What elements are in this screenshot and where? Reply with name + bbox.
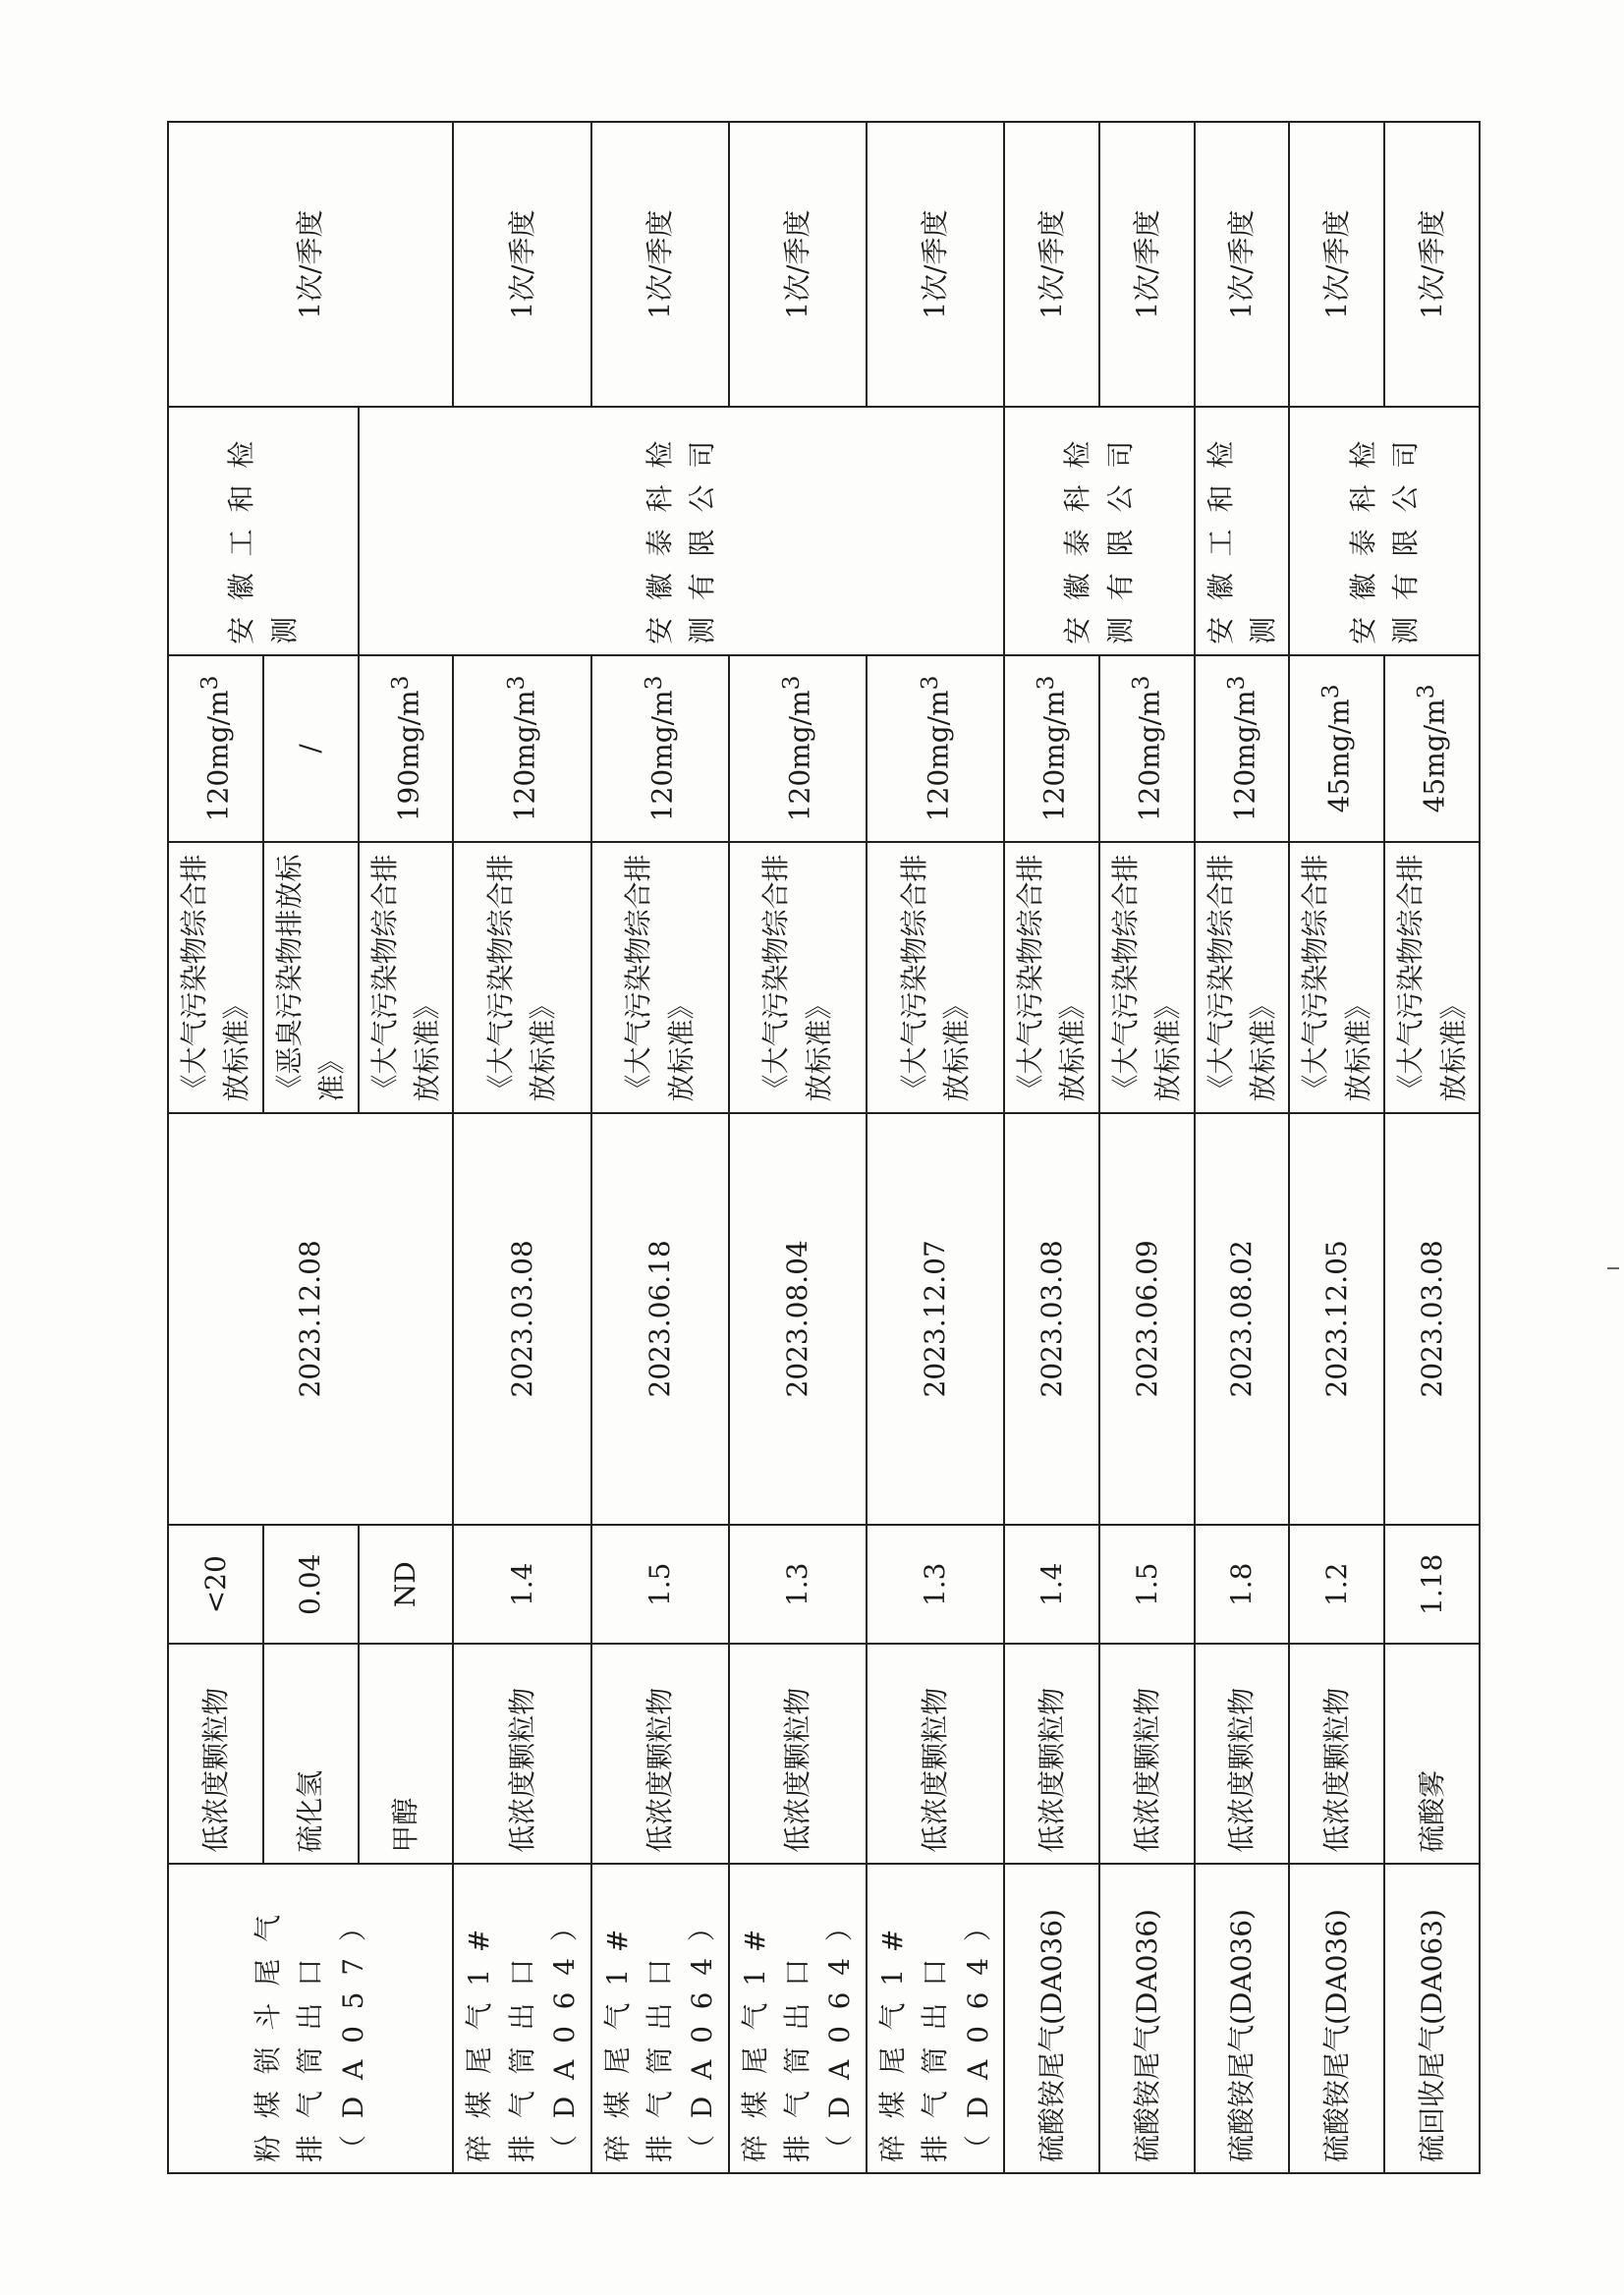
cell-agency: 安徽泰科检测有限公司	[1004, 407, 1195, 655]
table-row	[1195, 122, 1290, 2173]
cell-result: 1.18	[1384, 1525, 1480, 1644]
cell-result: 1.5	[591, 1525, 729, 1644]
cell-agency: 安徽工和检测	[168, 407, 359, 655]
cell-limit: $190mg/m^3$	[359, 655, 454, 842]
cell-limit: $120mg/m^3$	[867, 655, 1004, 842]
cell-source: 碎煤尾气1#排气筒出口（DA064）	[453, 1864, 590, 2173]
cell-standard: 《大气污染物综合排放标准》	[1384, 842, 1480, 1113]
cell-standard: 《大气污染物综合排放标准》	[729, 842, 867, 1113]
cell-frequency: 1次/季度	[453, 122, 590, 407]
cell-frequency: 1次/季度	[1004, 122, 1099, 407]
cell-frequency: 1次/季度	[591, 122, 729, 407]
cell-pollutant: 甲醇	[359, 1644, 454, 1863]
cell-source: 硫酸铵尾气(DA036)	[1289, 1864, 1384, 2173]
monitoring-table	[167, 121, 1481, 2174]
cell-date: 2023.12.05	[1289, 1113, 1384, 1526]
cell-standard: 《大气污染物综合排放标准》	[359, 842, 454, 1113]
cell-date: 2023.08.04	[729, 1113, 867, 1526]
cell-source: 硫酸铵尾气(DA036)	[1004, 1864, 1099, 2173]
cell-standard: 《大气污染物综合排放标准》	[453, 842, 590, 1113]
cell-result: 1.4	[453, 1525, 590, 1644]
cell-limit: $120mg/m^3$	[729, 655, 867, 842]
cell-date: 2023.03.08	[1004, 1113, 1099, 1526]
cell-result: 1.2	[1289, 1525, 1384, 1644]
table-row	[168, 122, 263, 2173]
cell-date: 2023.12.07	[867, 1113, 1004, 1526]
cell-standard: 《大气污染物综合排放标准》	[867, 842, 1004, 1113]
cell-standard: 《大气污染物综合排放标准》	[1004, 842, 1099, 1113]
cell-standard: 《大气污染物综合排放标准》	[591, 842, 729, 1113]
cell-pollutant: 硫化氢	[263, 1644, 359, 1863]
cell-source: 碎煤尾气1#排气筒出口（DA064）	[867, 1864, 1004, 2173]
cell-pollutant: 低浓度颗粒物	[168, 1644, 263, 1863]
cell-result: 1.3	[867, 1525, 1004, 1644]
cell-date: 2023.06.09	[1099, 1113, 1195, 1526]
cell-result: 1.4	[1004, 1525, 1099, 1644]
rotated-table-wrapper	[167, 121, 1470, 2174]
cell-standard: 《恶臭污染物排放标准》	[263, 842, 359, 1113]
cell-frequency: 1次/季度	[1289, 122, 1384, 407]
cell-standard: 《大气污染物综合排放标准》	[168, 842, 263, 1113]
cell-limit: $45mg/m^3$	[1384, 655, 1480, 842]
cell-source: 碎煤尾气1#排气筒出口（DA064）	[591, 1864, 729, 2173]
cell-date: 2023.08.02	[1195, 1113, 1290, 1526]
cell-pollutant: 低浓度颗粒物	[1004, 1644, 1099, 1863]
cell-date: 2023.12.08	[168, 1113, 453, 1526]
cell-source: 粉煤锁斗尾气排气筒出口（DA057）	[168, 1864, 453, 2173]
cell-frequency: 1次/季度	[1195, 122, 1290, 407]
cell-frequency: 1次/季度	[729, 122, 867, 407]
cell-result: ND	[359, 1525, 454, 1644]
cell-limit: $120mg/m^3$	[1004, 655, 1099, 842]
cell-source: 硫酸铵尾气(DA036)	[1099, 1864, 1195, 2173]
cell-date: 2023.06.18	[591, 1113, 729, 1526]
cell-result: <20	[168, 1525, 263, 1644]
cell-pollutant: 低浓度颗粒物	[867, 1644, 1004, 1863]
cell-result: 1.3	[729, 1525, 867, 1644]
table-row	[1289, 122, 1384, 2173]
cell-standard: 《大气污染物综合排放标准》	[1099, 842, 1195, 1113]
cell-agency: 安徽泰科检测有限公司	[359, 407, 1004, 655]
cell-source: 硫回收尾气(DA063)	[1384, 1864, 1480, 2173]
cell-limit: $120mg/m^3$	[168, 655, 263, 842]
cell-source: 碎煤尾气1#排气筒出口（DA064）	[729, 1864, 867, 2173]
cell-pollutant: 低浓度颗粒物	[1289, 1644, 1384, 1863]
cell-frequency: 1次/季度	[867, 122, 1004, 407]
cell-date: 2023.03.08	[453, 1113, 590, 1526]
cell-source: 硫酸铵尾气(DA036)	[1195, 1864, 1290, 2173]
cell-limit: $120mg/m^3$	[453, 655, 590, 842]
cell-limit: /	[263, 655, 359, 842]
cell-standard: 《大气污染物综合排放标准》	[1289, 842, 1384, 1113]
cell-limit: $120mg/m^3$	[1099, 655, 1195, 842]
scan-edge-mark	[1607, 1267, 1619, 1269]
cell-pollutant: 低浓度颗粒物	[1195, 1644, 1290, 1863]
cell-standard: 《大气污染物综合排放标准》	[1195, 842, 1290, 1113]
cell-result: 0.04	[263, 1525, 359, 1644]
table-row	[1004, 122, 1099, 2173]
cell-frequency: 1次/季度	[168, 122, 453, 407]
cell-frequency: 1次/季度	[1384, 122, 1480, 407]
cell-pollutant: 低浓度颗粒物	[591, 1644, 729, 1863]
cell-result: 1.8	[1195, 1525, 1290, 1644]
cell-agency: 安徽工和检测	[1195, 407, 1290, 655]
cell-frequency: 1次/季度	[1099, 122, 1195, 407]
cell-pollutant: 低浓度颗粒物	[1099, 1644, 1195, 1863]
cell-limit: $120mg/m^3$	[591, 655, 729, 842]
cell-result: 1.5	[1099, 1525, 1195, 1644]
table-body	[168, 122, 1480, 2173]
cell-limit: $120mg/m^3$	[1195, 655, 1290, 842]
cell-pollutant: 低浓度颗粒物	[453, 1644, 590, 1863]
cell-date: 2023.03.08	[1384, 1113, 1480, 1526]
cell-agency: 安徽泰科检测有限公司	[1289, 407, 1480, 655]
cell-limit: $45mg/m^3$	[1289, 655, 1384, 842]
cell-pollutant: 低浓度颗粒物	[729, 1644, 867, 1863]
cell-pollutant: 硫酸雾	[1384, 1644, 1480, 1863]
